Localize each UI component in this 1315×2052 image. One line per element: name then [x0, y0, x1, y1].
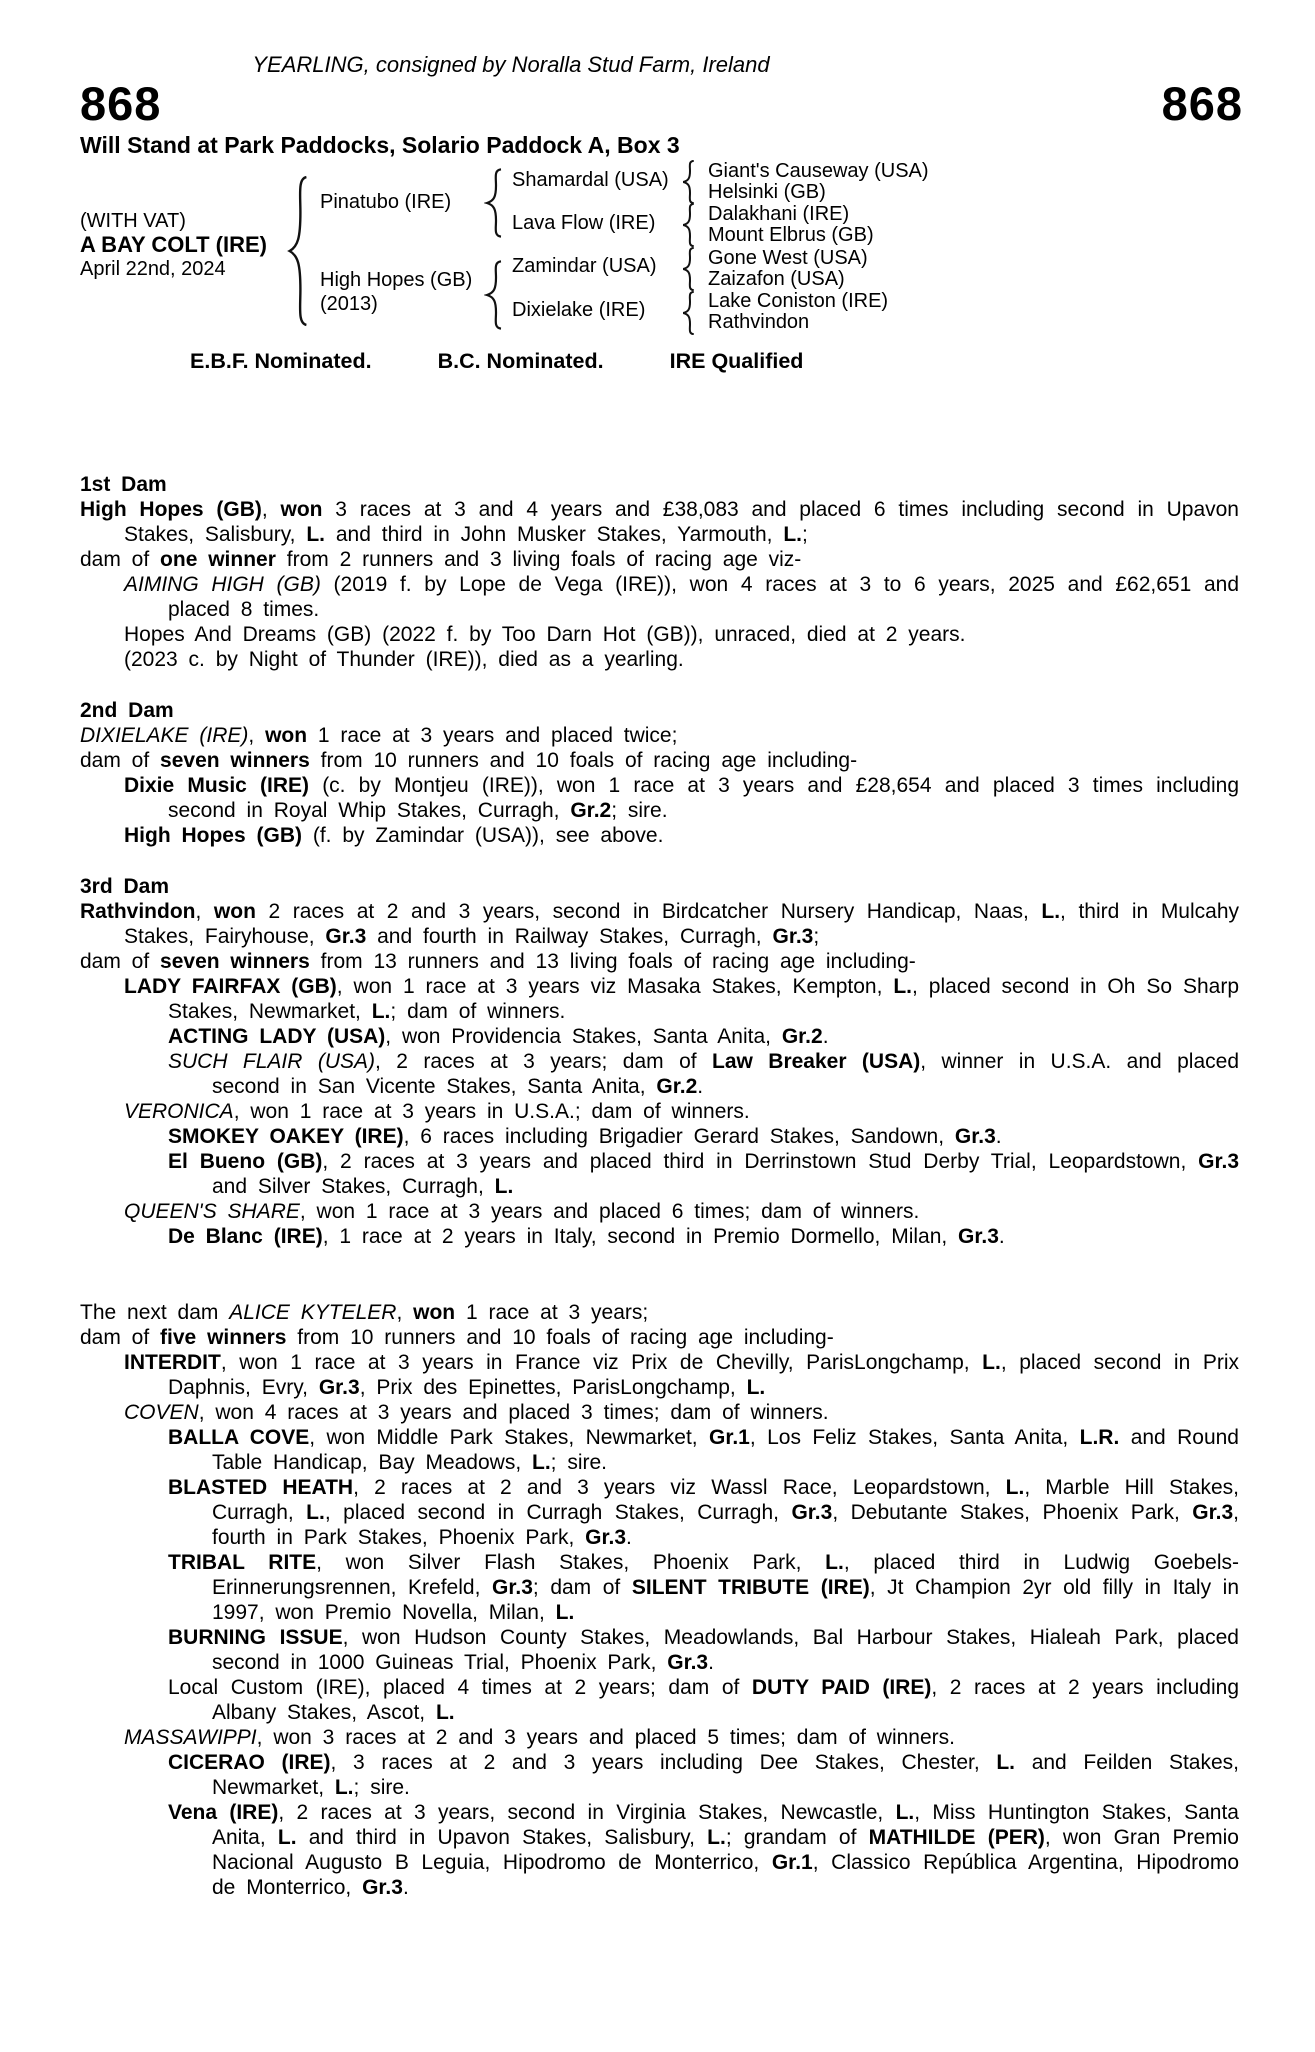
text-segment: Gr.2 — [656, 1075, 698, 1098]
catalogue-paragraph — [80, 1049, 1239, 1099]
dam-name: High Hopes (GB) — [320, 269, 473, 291]
text-segment: one winner — [160, 548, 276, 571]
catalogue-paragraph — [80, 1800, 1239, 1900]
text-segment: , 2 races at 2 and 3 years viz Wassl Race, Leopardstown, — [353, 1476, 1006, 1499]
text-segment: five winners — [160, 1326, 287, 1349]
vat-note: (WITH VAT) — [80, 210, 186, 232]
text-segment: , placed third in Ludwig Goebels-Erinnerungsrennen, Krefeld, — [212, 1551, 1239, 1599]
text-segment: L. — [707, 1826, 726, 1849]
catalogue-paragraph — [80, 1325, 1239, 1350]
text-segment: , won 1 race at 3 years and placed 6 times; dam of winners. — [299, 1200, 920, 1223]
text-segment: and third in Upavon Stakes, Salisbury, — [296, 1826, 708, 1849]
lot-number-row — [80, 77, 1243, 132]
text-segment: and third in John Musker Stakes, Yarmouth, — [325, 523, 784, 546]
text-segment: from 10 runners and 10 foals of racing age including- — [309, 749, 858, 772]
gen4-name: Rathvindon — [708, 311, 810, 333]
text-segment: De Blanc (IRE) — [168, 1225, 323, 1248]
text-segment: , 1 race at 2 years in Italy, second in Premio Dormello, Milan, — [322, 1225, 959, 1248]
text-segment: BLASTED HEATH — [168, 1476, 354, 1499]
text-segment: won — [213, 900, 256, 923]
text-segment: Gr.2 — [570, 799, 612, 822]
text-segment: Gr.2 — [781, 1025, 823, 1048]
text-segment: dam of — [80, 749, 161, 772]
text-segment: and Silver Stakes, Curragh, — [212, 1175, 495, 1198]
text-segment: , 2 races at 3 years; dam of — [375, 1050, 713, 1073]
catalogue-paragraph — [80, 497, 1239, 547]
text-segment: , Marble Hill Stakes, Curragh, — [212, 1476, 1239, 1524]
text-segment: , 2 races at 3 years, second in Virginia Stakes, Newcastle, — [278, 1801, 896, 1824]
catalogue-paragraph — [80, 949, 1239, 974]
text-segment: COVEN — [124, 1401, 199, 1424]
text-segment: El Bueno (GB) — [168, 1150, 323, 1173]
text-segment: Dixie Music (IRE) — [124, 774, 310, 797]
text-segment: ; dam of winners. — [390, 1000, 566, 1023]
text-segment: (f. by Zamindar (USA)), see above. — [302, 824, 664, 847]
text-segment: , — [396, 1301, 414, 1324]
gen4-name: Zaizafon (USA) — [708, 268, 845, 290]
gen4-name: Dalakhani (IRE) — [708, 203, 850, 225]
text-segment: ; sire. — [353, 1776, 410, 1799]
nomination-item: IRE Qualified — [669, 349, 804, 373]
text-segment: Gr.3 — [362, 1876, 403, 1899]
consignor-line: YEARLING, consigned by Noralla Stud Farm, Ireland — [252, 52, 770, 77]
text-segment: 1 race at 3 years and placed twice; — [307, 724, 678, 747]
text-segment: L. — [783, 523, 802, 546]
text-segment: . — [995, 1125, 1002, 1148]
text-segment: L. — [1041, 900, 1061, 923]
catalogue-paragraph — [80, 547, 1239, 572]
text-segment: VERONICA — [124, 1100, 234, 1123]
text-segment: Gr.3 — [492, 1576, 533, 1599]
text-segment: L. — [334, 1776, 354, 1799]
text-segment: and Feilden Stakes, Newmarket, — [212, 1751, 1239, 1799]
text-segment: High Hopes (GB) — [124, 824, 302, 847]
pedigree-brace-dam — [484, 260, 504, 330]
catalogue-paragraph — [80, 1625, 1239, 1675]
text-segment: MATHILDE (PER) — [868, 1826, 1045, 1849]
text-segment: SUCH FLAIR (USA) — [168, 1050, 376, 1073]
text-segment: , won 1 race at 3 years viz Masaka Stakes, Kempton, — [336, 975, 894, 998]
catalogue-paragraph — [80, 1425, 1239, 1475]
text-segment: L. — [306, 1501, 325, 1524]
catalogue-paragraph — [80, 1475, 1239, 1550]
gen4-name: Lake Coniston (IRE) — [708, 290, 889, 312]
catalogue-paragraph — [80, 1350, 1239, 1400]
text-segment: ; — [813, 925, 820, 948]
foal-date: April 22nd, 2024 — [80, 258, 226, 280]
catalogue-paragraph — [80, 1124, 1239, 1149]
text-segment: ; grandam of — [725, 1826, 869, 1849]
text-segment: Rathvindon — [80, 900, 196, 923]
text-segment: 2 races at 2 and 3 years, second in Birdcatcher Nursery Handicap, Naas, — [255, 900, 1042, 923]
text-segment: 3 races at 3 and 4 years and £38,083 and placed 6 times including second in Upavon Stakes, Salisbury, — [124, 498, 1239, 546]
gen4-name: Gone West (USA) — [708, 247, 868, 269]
pedigree-brace-gen4-4 — [681, 291, 696, 335]
text-segment: , Classico República Argentina, Hipodromo de Monterrico, — [212, 1851, 1239, 1899]
text-segment: L. — [532, 1451, 551, 1474]
text-segment: ; sire. — [550, 1451, 608, 1474]
text-segment: Gr.3 — [318, 1376, 360, 1399]
text-segment: ; sire. — [611, 799, 668, 822]
text-segment: INTERDIT — [124, 1351, 221, 1374]
catalogue-paragraph — [80, 1300, 1239, 1325]
catalogue-paragraph — [80, 1400, 1239, 1425]
text-segment: , Jt Champion 2yr old filly in Italy in 1997, won Premio Novella, Milan, — [212, 1576, 1240, 1624]
text-segment: L. — [825, 1551, 844, 1574]
text-segment: Vena (IRE) — [168, 1801, 279, 1824]
text-segment: , Los Feliz Stakes, Santa Anita, — [749, 1426, 1080, 1449]
text-segment: ACTING LADY (USA) — [168, 1025, 386, 1048]
catalogue-paragraph — [80, 1224, 1239, 1249]
pedigree-brace-main — [286, 174, 310, 328]
sire-name: Pinatubo (IRE) — [320, 191, 452, 213]
text-segment: , won Hudson County Stakes, Meadowlands, Bal Harbour Stakes, Hialeah Park, placed second in 1000 Guineas Trial, Phoenix Park, — [212, 1626, 1239, 1674]
catalogue-paragraph — [80, 1725, 1239, 1750]
text-segment: CICERAO (IRE) — [168, 1751, 331, 1774]
text-segment: , won Silver Flash Stakes, Phoenix Park, — [316, 1551, 826, 1574]
text-segment: LADY FAIRFAX (GB) — [124, 975, 337, 998]
text-segment: Gr.3 — [585, 1526, 627, 1549]
text-segment: High Hopes (GB) — [80, 498, 262, 521]
catalogue-paragraph — [80, 773, 1239, 823]
text-segment: (2019 f. by Lope de Vega (IRE)), won 4 races at 3 to 6 years, 2025 and £62,651 and placed 8 times. — [168, 573, 1239, 621]
text-segment: . — [998, 1225, 1005, 1248]
text-segment: ALICE KYTELER — [229, 1301, 397, 1324]
text-segment: , placed second in Prix Daphnis, Evry, — [168, 1351, 1239, 1399]
text-segment: L. — [435, 1701, 455, 1724]
text-segment: , winner in U.S.A. and placed second in San Vicente Stakes, Santa Anita, — [212, 1050, 1239, 1098]
text-segment: MASSAWIPPI — [124, 1726, 257, 1749]
pedigree-brace-gen4-1 — [681, 160, 696, 204]
lot-number-right: 868 — [1161, 77, 1243, 130]
text-segment: Gr.3 — [791, 1501, 833, 1524]
gen4-name: Helsinki (GB) — [708, 181, 826, 203]
dam-sire-name: Zamindar (USA) — [512, 255, 657, 277]
text-segment: L. — [895, 1801, 915, 1824]
text-segment: Hopes And Dreams (GB) (2022 f. by Too Darn Hot (GB)), unraced, died at 2 years. — [124, 623, 966, 646]
text-segment: from 2 runners and 3 living foals of racing age viz- — [275, 548, 802, 571]
text-segment: . — [708, 1651, 714, 1674]
pedigree-brace-gen4-2 — [681, 203, 696, 247]
text-segment: SILENT TRIBUTE (IRE) — [631, 1576, 870, 1599]
text-segment: seven winners — [160, 749, 310, 772]
pedigree-brace-sire — [484, 168, 504, 238]
text-segment: DUTY PAID (IRE) — [751, 1676, 932, 1699]
text-segment: Gr.1 — [771, 1851, 813, 1874]
stand-location-line: Will Stand at Park Paddocks, Solario Paddock A, Box 3 — [80, 132, 680, 158]
text-segment: ; dam of — [532, 1576, 632, 1599]
text-segment: Gr.3 — [958, 1225, 999, 1248]
text-segment: Gr.3 — [954, 1125, 996, 1148]
text-segment: , 2 races at 2 years including Albany Stakes, Ascot, — [212, 1676, 1240, 1724]
dam-dam-name: Dixielake (IRE) — [512, 299, 646, 321]
horse-name: A BAY COLT (IRE) — [80, 232, 268, 257]
nomination-item: E.B.F. Nominated. — [190, 349, 372, 373]
text-segment: L. — [494, 1175, 514, 1198]
text-segment: , Prix des Epinettes, ParisLongchamp, — [359, 1376, 747, 1399]
text-segment: dam of — [80, 1326, 161, 1349]
text-segment: L. — [746, 1376, 766, 1399]
catalogue-paragraph — [80, 1550, 1239, 1625]
text-segment: Gr.3 — [325, 925, 367, 948]
dam-section-heading: 2nd Dam — [80, 699, 174, 722]
text-segment: (2023 c. by Night of Thunder (IRE)), died as a yearling. — [124, 648, 684, 671]
text-segment: Gr.1 — [709, 1426, 750, 1449]
dam-section-heading: 1st Dam — [80, 473, 167, 496]
text-segment: SMOKEY OAKEY (IRE) — [168, 1125, 404, 1148]
text-segment: , won 1 race at 3 years in U.S.A.; dam of winners. — [233, 1100, 750, 1123]
catalogue-paragraph — [80, 572, 1239, 622]
catalogue-paragraph — [80, 1675, 1239, 1725]
text-segment: and Round Table Handicap, Bay Meadows, — [212, 1426, 1239, 1474]
text-segment: , won Providencia Stakes, Santa Anita, — [385, 1025, 782, 1048]
text-segment: Local Custom (IRE), placed 4 times at 2 years; dam of — [168, 1676, 752, 1699]
text-segment: BURNING ISSUE — [168, 1626, 343, 1649]
text-segment: . — [626, 1526, 632, 1549]
text-segment: , won Middle Park Stakes, Newmarket, — [309, 1426, 709, 1449]
text-segment: , won 1 race at 3 years in France viz Prix de Chevilly, ParisLongchamp, — [220, 1351, 983, 1374]
text-segment: The next dam — [80, 1301, 230, 1324]
text-segment: , Debutante Stakes, Phoenix Park, — [832, 1501, 1193, 1524]
pedigree-tree — [80, 160, 1315, 338]
dam-section-heading — [80, 1275, 1239, 1300]
text-segment: , — [261, 498, 281, 521]
text-segment: , Miss Huntington Stakes, Santa Anita, — [212, 1801, 1239, 1849]
gen4-name: Mount Elbrus (GB) — [708, 224, 874, 246]
catalogue-paragraph — [80, 647, 1239, 672]
text-segment: . — [697, 1075, 704, 1098]
text-segment: L. — [277, 1826, 297, 1849]
text-segment: won — [413, 1301, 456, 1324]
text-segment: DIXIELAKE (IRE) — [80, 724, 249, 747]
text-segment: . — [402, 1876, 409, 1899]
text-segment: L. — [893, 975, 913, 998]
text-segment: QUEEN'S SHARE — [124, 1200, 300, 1223]
catalogue-paragraph — [80, 1750, 1239, 1800]
text-segment: . — [822, 1025, 829, 1048]
lot-number-left: 868 — [80, 77, 162, 130]
sire-dam-name: Lava Flow (IRE) — [512, 212, 656, 234]
text-segment: L.R. — [1079, 1426, 1120, 1449]
catalogue-paragraph — [80, 974, 1239, 1024]
text-segment: Gr.3 — [667, 1651, 709, 1674]
catalogue-paragraph — [80, 1199, 1239, 1224]
text-segment: Gr.3 — [1192, 1501, 1234, 1524]
text-segment: L. — [555, 1601, 575, 1624]
text-segment: Gr.3 — [1198, 1150, 1240, 1173]
text-segment: TRIBAL RITE — [168, 1551, 317, 1574]
catalogue-paragraph — [80, 748, 1239, 773]
catalogue-paragraph — [80, 622, 1239, 647]
nominations-row — [190, 348, 1315, 374]
text-segment: L. — [371, 1000, 391, 1023]
text-segment: and fourth in Railway Stakes, Curragh, — [366, 925, 773, 948]
gen4-name: Giant's Causeway (USA) — [708, 160, 929, 182]
pedigree-text — [80, 374, 1239, 1900]
text-segment: won — [265, 724, 308, 747]
text-segment: L. — [982, 1351, 1001, 1374]
catalogue-paragraph — [80, 723, 1239, 748]
pedigree-subject — [80, 209, 267, 281]
text-segment: 1 race at 3 years; — [455, 1301, 649, 1324]
sire-sire-name: Shamardal (USA) — [512, 169, 669, 191]
nomination-item: B.C. Nominated. — [437, 349, 604, 373]
catalogue-paragraph — [80, 899, 1239, 949]
text-segment: , fourth in Park Stakes, Phoenix Park, — [212, 1501, 1239, 1549]
catalogue-paragraph — [80, 1149, 1239, 1199]
text-segment: dam of — [80, 548, 161, 571]
text-segment: , placed second in Oh So Sharp Stakes, Newmarket, — [168, 975, 1239, 1023]
text-segment: L. — [1005, 1476, 1025, 1499]
text-segment: , 2 races at 3 years and placed third in Derrinstown Stud Derby Trial, Leopardstown, — [322, 1150, 1199, 1173]
text-segment: , — [248, 724, 266, 747]
catalogue-paragraph — [80, 823, 1239, 848]
pedigree-brace-gen4-3 — [681, 247, 696, 291]
text-segment: , 3 races at 2 and 3 years including Dee Stakes, Chester, — [330, 1751, 997, 1774]
dam-section-heading: 3rd Dam — [80, 875, 170, 898]
text-segment: ; — [801, 523, 808, 546]
catalogue-paragraph — [80, 1099, 1239, 1124]
text-segment: L. — [996, 1751, 1016, 1774]
text-segment: , won Gran Premio Nacional Augusto B Leguia, Hipodromo de Monterrico, — [212, 1826, 1239, 1874]
text-segment: Gr.3 — [772, 925, 814, 948]
text-segment: dam of — [80, 950, 161, 973]
text-segment: from 10 runners and 10 foals of racing age including- — [286, 1326, 834, 1349]
text-segment: Law Breaker (USA) — [712, 1050, 921, 1073]
text-segment: , won 4 races at 3 years and placed 3 times; dam of winners. — [198, 1401, 829, 1424]
text-segment: (c. by Montjeu (IRE)), won 1 race at 3 years and £28,654 and placed 3 times including second in Royal Whip Stakes, Curragh, — [168, 774, 1240, 822]
text-segment: , placed second in Curragh Stakes, Curragh, — [324, 1501, 792, 1524]
text-segment: , won 3 races at 2 and 3 years and placed 5 times; dam of winners. — [256, 1726, 955, 1749]
text-segment: , — [195, 900, 214, 923]
text-segment: , third in Mulcahy Stakes, Fairyhouse, — [124, 900, 1240, 948]
text-segment: L. — [306, 523, 326, 546]
text-segment: seven winners — [160, 950, 310, 973]
dam-year: (2013) — [320, 293, 378, 315]
text-segment: BALLA COVE — [168, 1426, 310, 1449]
text-segment: AIMING HIGH (GB) — [124, 573, 321, 596]
text-segment: won — [280, 498, 323, 521]
text-segment: , 6 races including Brigadier Gerard Stakes, Sandown, — [403, 1125, 955, 1148]
text-segment: from 13 runners and 13 living foals of racing age including- — [309, 950, 916, 973]
catalogue-paragraph — [80, 1024, 1239, 1049]
